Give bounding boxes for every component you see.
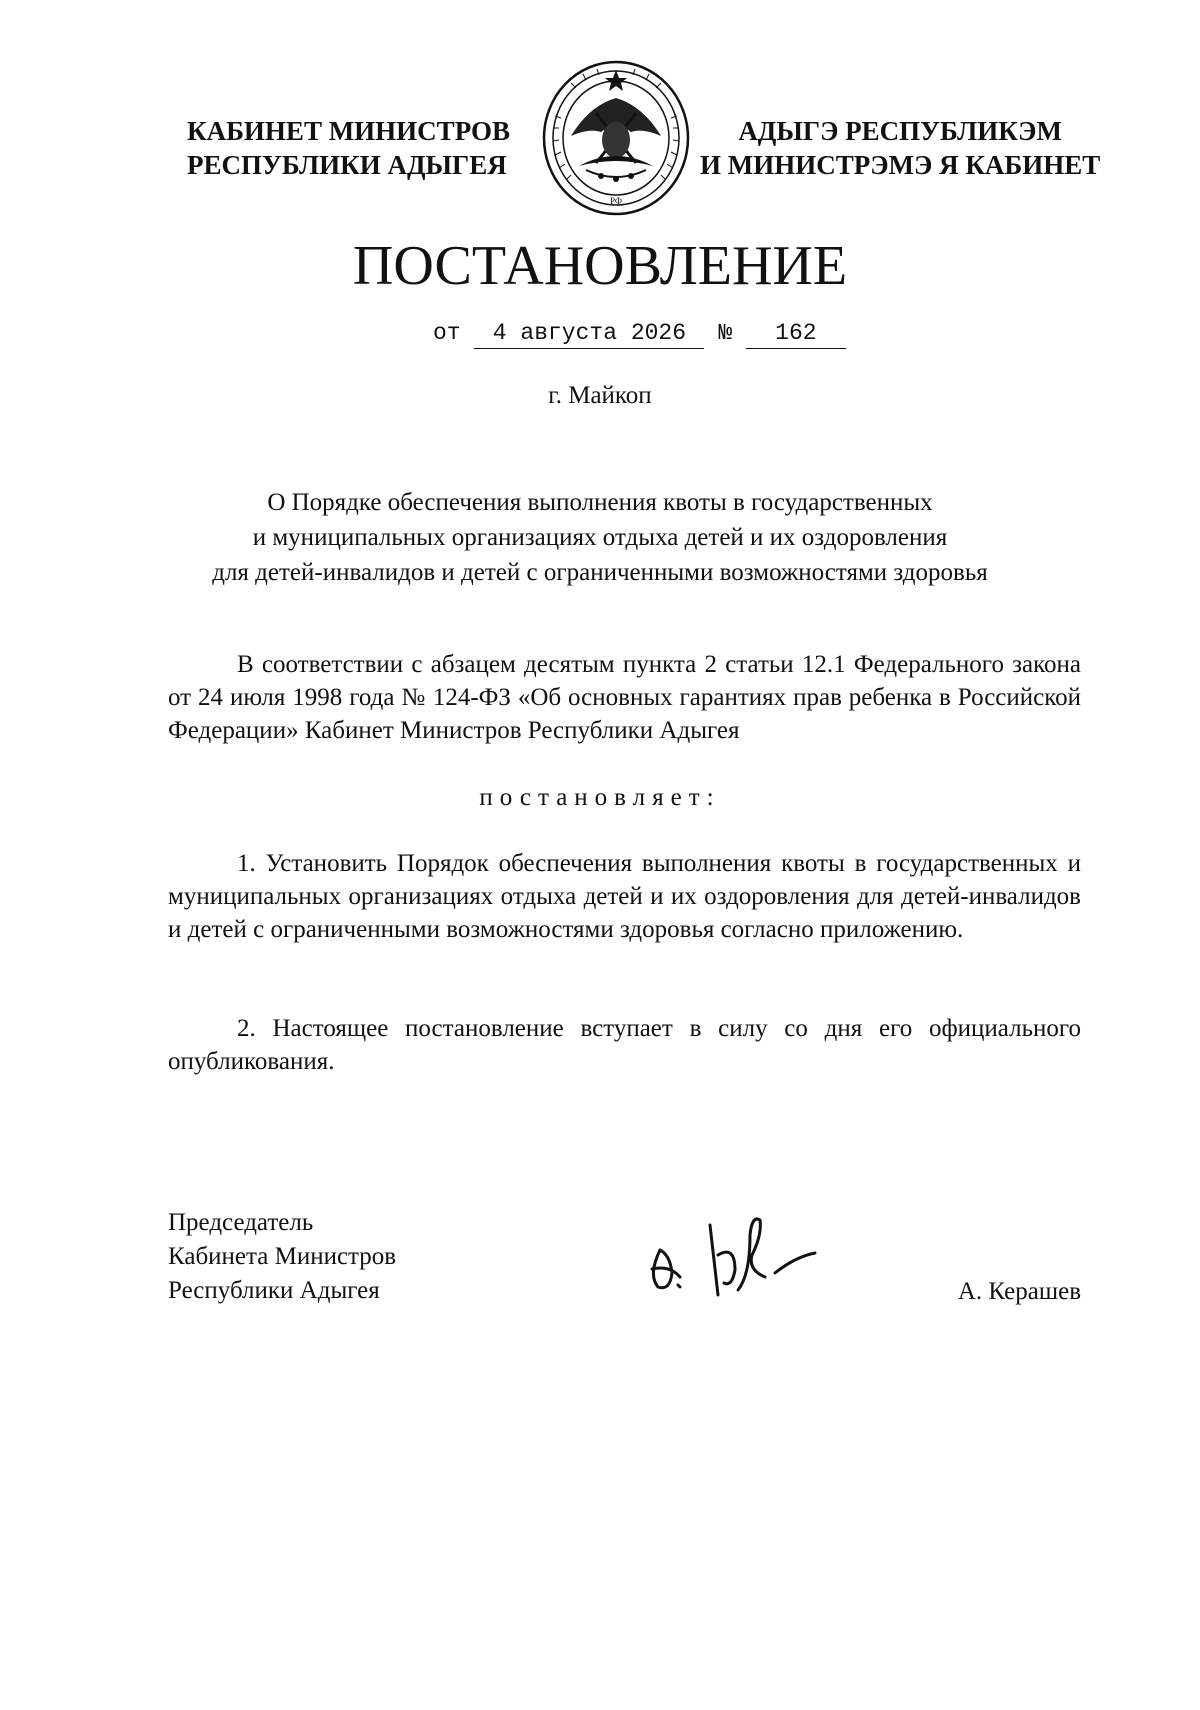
handwritten-signature <box>640 1195 830 1305</box>
document-date: 4 августа 2026 <box>474 318 704 349</box>
clause-2: 2. Настоящее постановление вступает в силу со дня его официального опубликования. <box>168 1015 1081 1075</box>
signatory-line-1: Председатель <box>168 1209 314 1236</box>
coat-of-arms-emblem-icon <box>541 58 692 218</box>
header-left-line1: КАБИНЕТ МИНИСТРОВ <box>187 116 511 146</box>
preamble: В соответствии с абзацем десятым пункта 2 статьи 12.1 Федерального закона от 24 июля 1998 года № 124-ФЗ «Об основных гарантиях прав ребенка в Российской Федерации» Кабинет Министров Республики Адыгея <box>168 651 1081 744</box>
document-title: ПОСТАНОВЛЕНИЕ <box>352 235 848 297</box>
city: г. Майкоп <box>548 382 652 409</box>
clause-1: 1. Установить Порядок обеспечения выполнения квоты в государственных и муниципальных организациях отдыха детей и их оздоровления для детей-инвалидов и детей с ограниченными возможностями здоровья согласно приложению. <box>168 850 1081 943</box>
number-label: № <box>718 320 733 346</box>
signatory-position <box>168 1206 396 1308</box>
header-right <box>700 114 1100 182</box>
header-right-line1: АДЫГЭ РЕСПУБЛИКЭМ <box>738 116 1062 146</box>
document-number: 162 <box>746 318 846 349</box>
header-left <box>187 114 510 182</box>
emblem-ring-text-bottom: РФ <box>610 196 622 206</box>
signatory-line-2: Кабинета Министров <box>168 1243 397 1270</box>
signer-name: А. Керашев <box>957 1278 1081 1305</box>
header-left-line2: РЕСПУБЛИКИ АДЫГЕЯ <box>187 150 507 180</box>
header-right-line2: И МИНИСТРЭМЭ Я КАБИНЕТ <box>700 150 1101 180</box>
dateline <box>433 318 846 349</box>
document-subject <box>150 485 1050 590</box>
resolves-label: постановляет: <box>479 784 721 811</box>
date-from-label: от <box>433 320 461 346</box>
subject-line-2: и муниципальных организациях отдыха детей и их оздоровления <box>252 524 948 551</box>
subject-line-1: О Порядке обеспечения выполнения квоты в государственных <box>267 489 933 516</box>
subject-line-3: для детей-инвалидов и детей с ограниченными возможностями здоровья <box>212 559 988 586</box>
signatory-line-3: Республики Адыгея <box>168 1277 380 1304</box>
